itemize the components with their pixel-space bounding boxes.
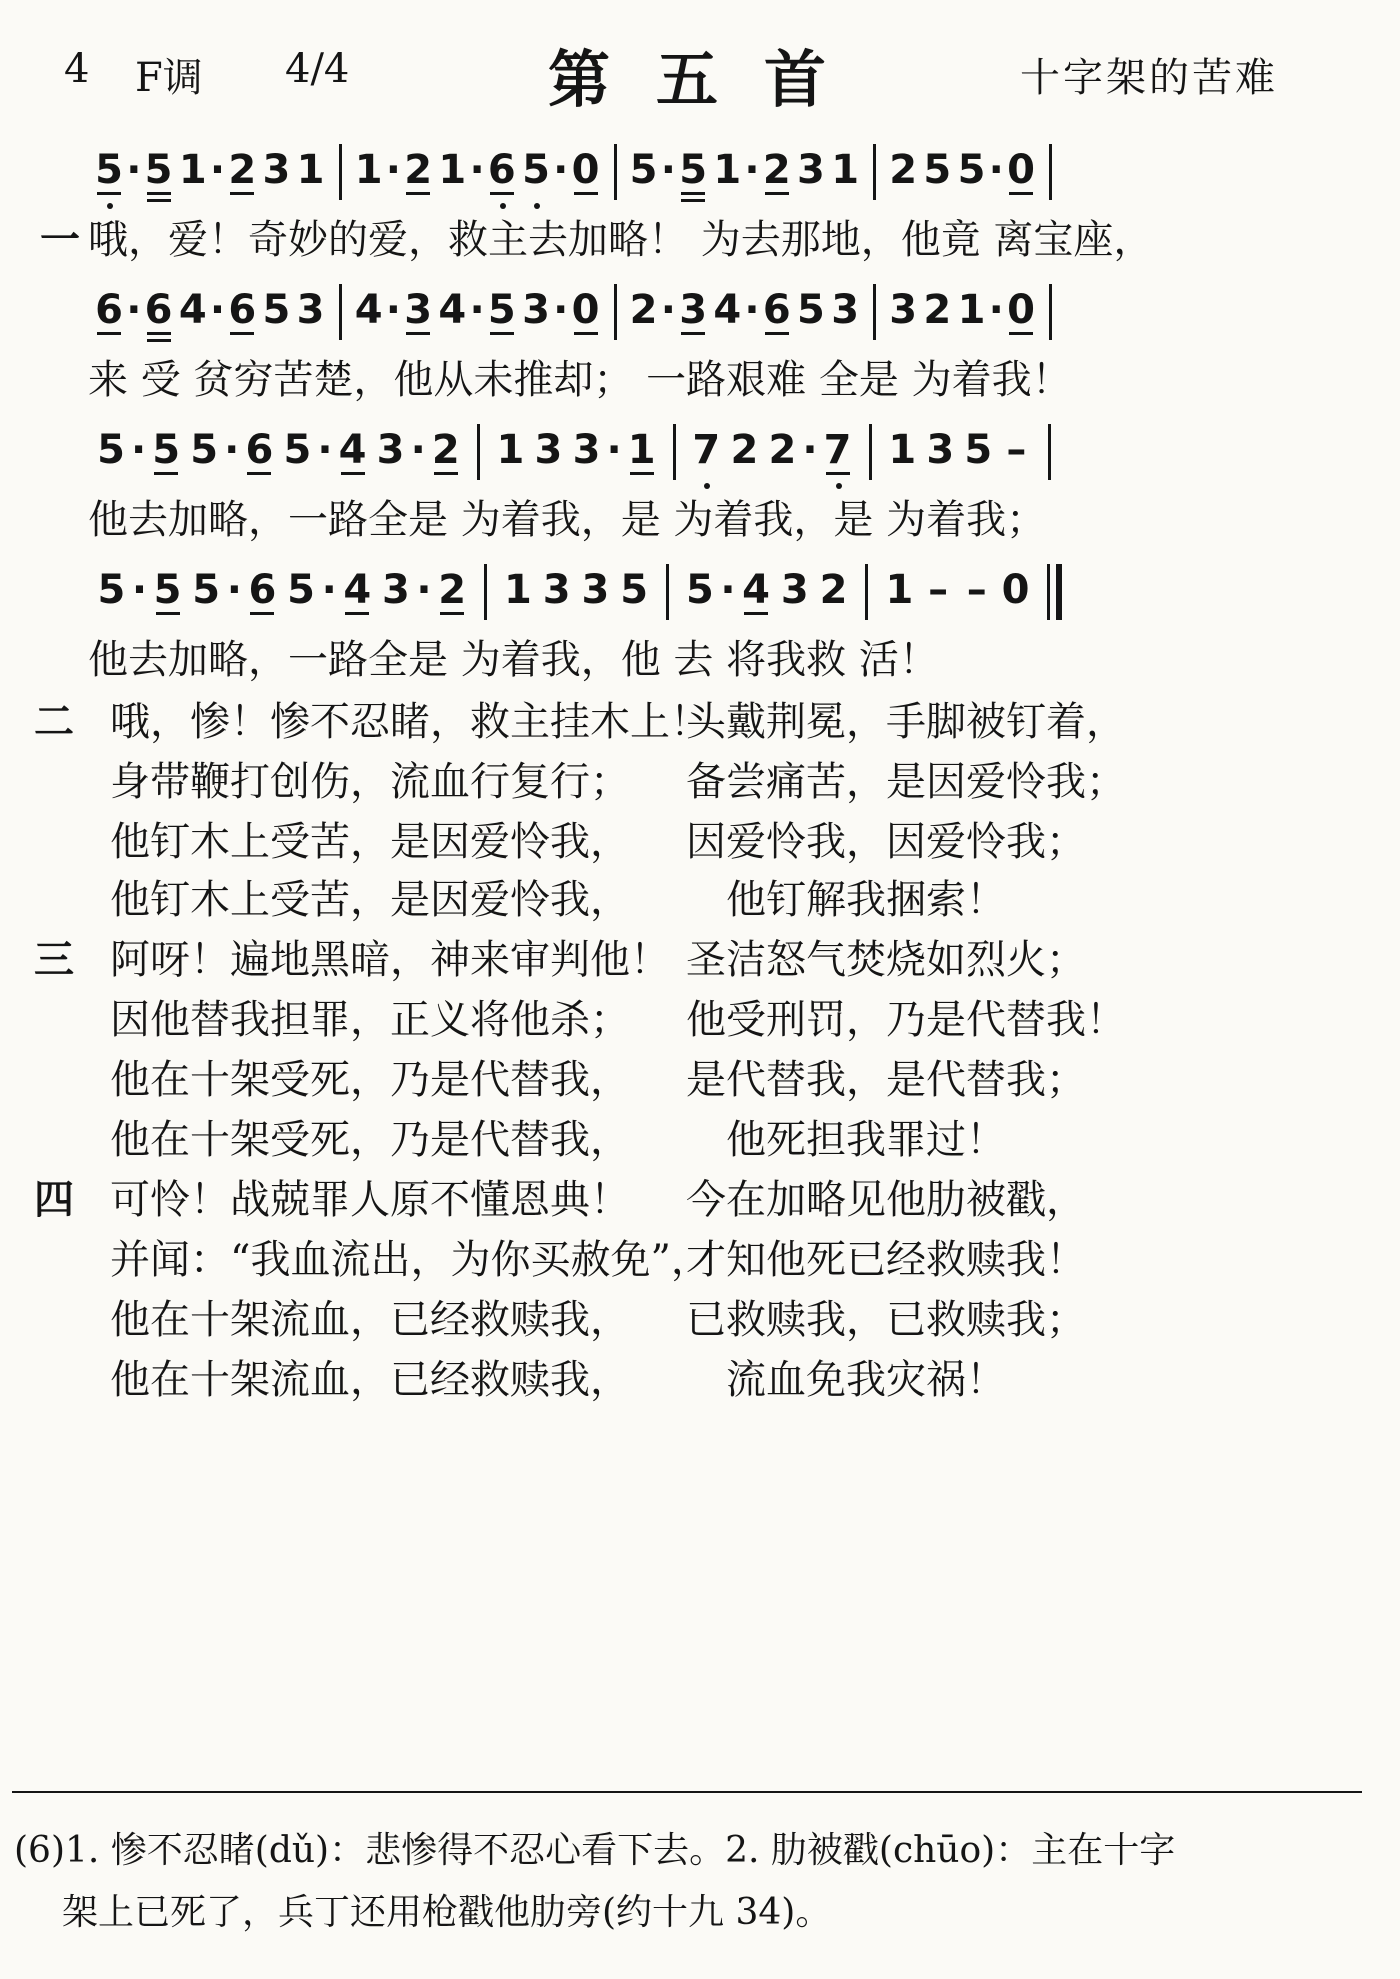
note: 1 (354, 147, 383, 193)
verse-number-3: 三 (34, 937, 74, 983)
augmentation-dot: · (226, 567, 242, 613)
augmentation-dot: · (469, 287, 485, 333)
note: 6 (144, 287, 173, 333)
note: 3 (376, 427, 405, 473)
barline (666, 564, 669, 620)
note: 4 (742, 567, 770, 613)
note: 3 (797, 147, 825, 193)
augmentation-dot: · (802, 427, 818, 473)
augmentation-dot: · (410, 427, 426, 473)
lyric-line-3: 他去加略，一路全是 为着我，是 为着我，是 为着我； (88, 497, 1047, 543)
note: 2 (762, 147, 791, 193)
note: 1 (438, 147, 467, 193)
note: 5 (283, 427, 312, 473)
note: 0 (1007, 147, 1035, 193)
lyric-line-1: 哦，爱！奇妙的爱，救主去加略！ 为去那地，他竟 离宝座， (88, 217, 1154, 263)
augmentation-dot: · (553, 147, 569, 193)
note: 5 (797, 287, 825, 333)
augmentation-dot: · (130, 427, 147, 473)
augmentation-dot: · (988, 147, 1004, 193)
barline (339, 284, 342, 340)
note: 2 (404, 147, 433, 193)
verse-line: 他受刑罚，乃是代替我！ (686, 997, 1126, 1043)
note: 3 (679, 287, 708, 333)
augmentation-dot: · (660, 147, 676, 193)
note: 1 (627, 427, 656, 473)
barline (869, 424, 872, 480)
note: 3 (581, 567, 610, 613)
note: 6 (248, 567, 277, 613)
note: 5 (686, 567, 714, 613)
verse-line: 他在十架受死，乃是代替我， (110, 1057, 630, 1103)
note: 4 (354, 287, 383, 333)
lyric-line-2: 来 受 贫穷苦楚，他从未推却； 一路艰难 全是 为着我！ (88, 357, 1072, 403)
augmentation-dot: · (317, 427, 333, 473)
verse-line: 因爱怜我，因爱怜我； (686, 819, 1086, 865)
note: 3 (926, 427, 955, 473)
note: 5 (964, 427, 993, 473)
verse-line: 头戴荆冕，手脚被钉着， (686, 699, 1126, 745)
augmentation-dot: · (744, 147, 760, 193)
note: 5 (957, 147, 986, 193)
note: 2 (889, 147, 918, 193)
verse-line: 他在十架流血，已经救赎我， (110, 1357, 630, 1403)
sustain-dash: – (966, 567, 987, 613)
barline (865, 564, 868, 620)
verse-line: 流血免我灾祸！ (726, 1357, 1006, 1403)
lyric-line-4: 他去加略，一路全是 为着我，他 去 将我救 活！ (88, 637, 939, 683)
note: 1 (178, 147, 207, 193)
verse-line: 他死担我罪过！ (726, 1117, 1006, 1163)
verse-line: 因他替我担罪，正义将他杀； (110, 997, 630, 1043)
note: 1 (888, 427, 917, 473)
note: 5 (287, 567, 316, 613)
augmentation-dot: · (553, 287, 569, 333)
verse-line: 今在加略见他肋被戳， (686, 1177, 1086, 1223)
verse-line: 可怜！战兢罪人原不懂恩典！ (110, 1177, 630, 1223)
note: 3 (542, 567, 571, 613)
sustain-dash: – (1006, 427, 1027, 473)
barline (1049, 144, 1052, 200)
note: 3 (522, 287, 550, 333)
time-signature: 4/4 (285, 46, 350, 92)
augmentation-dot: · (606, 427, 622, 473)
augmentation-dot: · (720, 567, 736, 613)
barline (339, 144, 342, 200)
note: 5 (620, 567, 649, 613)
augmentation-dot: · (416, 567, 432, 613)
note: 6 (228, 287, 257, 333)
note: 5 (95, 147, 123, 193)
note: 1 (496, 427, 525, 473)
note: 5 (679, 147, 708, 193)
verse-line: 圣洁怒气焚烧如烈火； (686, 937, 1086, 983)
verse-line: 已救赎我，已救赎我； (686, 1297, 1086, 1343)
note: 5 (262, 287, 291, 333)
verse-line: 他钉木上受苦，是因爱怜我， (110, 877, 630, 923)
final-barline (1047, 564, 1050, 620)
verse-number-2: 二 (34, 699, 74, 745)
note: 1 (504, 567, 532, 613)
verse-line: 身带鞭打创伤，流血行复行； (110, 759, 630, 805)
barline (484, 564, 487, 620)
note: 1 (957, 287, 986, 333)
note: 5 (629, 147, 658, 193)
note: 4 (713, 287, 742, 333)
note: 1 (885, 567, 914, 613)
note: 3 (262, 147, 291, 193)
barline (873, 144, 876, 200)
note: 2 (819, 567, 848, 613)
verse-line: 他钉解我捆索！ (726, 877, 1006, 923)
note: 4 (338, 427, 367, 473)
note: 1 (831, 147, 860, 193)
note: 2 (228, 147, 257, 193)
note: 0 (571, 147, 600, 193)
note: 3 (889, 287, 918, 333)
hymn-subtitle: 十字架的苦难 (1020, 55, 1278, 101)
verse-line: 他在十架受死，乃是代替我， (110, 1117, 630, 1163)
augmentation-dot: · (131, 567, 148, 613)
note: 2 (431, 427, 460, 473)
note: 6 (487, 147, 516, 193)
note: 3 (831, 287, 860, 333)
augmentation-dot: · (385, 287, 401, 333)
note: 6 (95, 287, 123, 333)
verse-line: 哦，惨！惨不忍睹，救主挂木上！ (110, 699, 710, 745)
hymn-title: 第五首 (548, 43, 873, 116)
note: 2 (768, 427, 797, 473)
note: 6 (245, 427, 274, 473)
note: 3 (780, 567, 809, 613)
note: 3 (534, 427, 563, 473)
note: 5 (97, 427, 125, 473)
note: 5 (522, 147, 550, 193)
verse-number-4: 四 (34, 1177, 74, 1223)
augmentation-dot: · (988, 287, 1004, 333)
note: 3 (404, 287, 433, 333)
verse-line: 备尝痛苦，是因爱怜我； (686, 759, 1126, 805)
footnote-divider (12, 1791, 1362, 1793)
final-barline (1056, 564, 1062, 620)
note: 4 (438, 287, 467, 333)
note: 4 (343, 567, 372, 613)
barline (673, 424, 676, 480)
note: 7 (823, 427, 852, 473)
note: 2 (629, 287, 658, 333)
note: 5 (144, 147, 173, 193)
barline (1048, 424, 1051, 480)
note: 2 (438, 567, 467, 613)
note: 0 (1001, 567, 1030, 613)
augmentation-dot: · (209, 287, 226, 333)
augmentation-dot: · (126, 287, 142, 333)
note: 6 (762, 287, 791, 333)
footnote-line-1: (6)1. 惨不忍睹(dǔ)：悲惨得不忍心看下去。2. 肋被戳(chūo)：主在十字 (14, 1830, 1176, 1871)
key-signature: F调 (135, 55, 203, 101)
verse-line: 他钉木上受苦，是因爱怜我， (110, 819, 630, 865)
augmentation-dot: · (660, 287, 676, 333)
note: 1 (713, 147, 742, 193)
footnote-line-2: 架上已死了，兵丁还用枪戳他肋旁(约十九 34)。 (62, 1892, 832, 1933)
augmentation-dot: · (224, 427, 240, 473)
barline (477, 424, 480, 480)
augmentation-dot: · (126, 147, 142, 193)
note: 5 (192, 567, 221, 613)
verse-line: 才知他死已经救赎我！ (686, 1237, 1086, 1283)
barline (614, 284, 617, 340)
note: 1 (296, 147, 325, 193)
note: 5 (190, 427, 219, 473)
augmentation-dot: · (744, 287, 760, 333)
note: 5 (97, 567, 126, 613)
note: 5 (153, 567, 182, 613)
note: 0 (1007, 287, 1035, 333)
note: 4 (178, 287, 207, 333)
note: 3 (296, 287, 325, 333)
note: 2 (923, 287, 952, 333)
note: 0 (571, 287, 600, 333)
hymn-number: 4 (64, 46, 90, 92)
barline (873, 284, 876, 340)
note: 3 (572, 427, 601, 473)
verse-line: 阿呀！遍地黑暗，神来审判他！ (110, 937, 670, 983)
note: 5 (923, 147, 952, 193)
augmentation-dot: · (209, 147, 226, 193)
augmentation-dot: · (321, 567, 337, 613)
note: 5 (152, 427, 181, 473)
verse-line: 是代替我，是代替我； (686, 1057, 1086, 1103)
augmentation-dot: · (469, 147, 485, 193)
note: 7 (692, 427, 721, 473)
sustain-dash: – (928, 567, 949, 613)
note: 3 (382, 567, 410, 613)
verse-number-1: 一 (40, 217, 80, 263)
barline (1049, 284, 1052, 340)
verse-line: 并闻：“我血流出，为你买赦免”， (110, 1237, 711, 1283)
verse-line: 他在十架流血，已经救赎我， (110, 1297, 630, 1343)
augmentation-dot: · (385, 147, 401, 193)
note: 5 (487, 287, 516, 333)
barline (614, 144, 617, 200)
note: 2 (730, 427, 759, 473)
